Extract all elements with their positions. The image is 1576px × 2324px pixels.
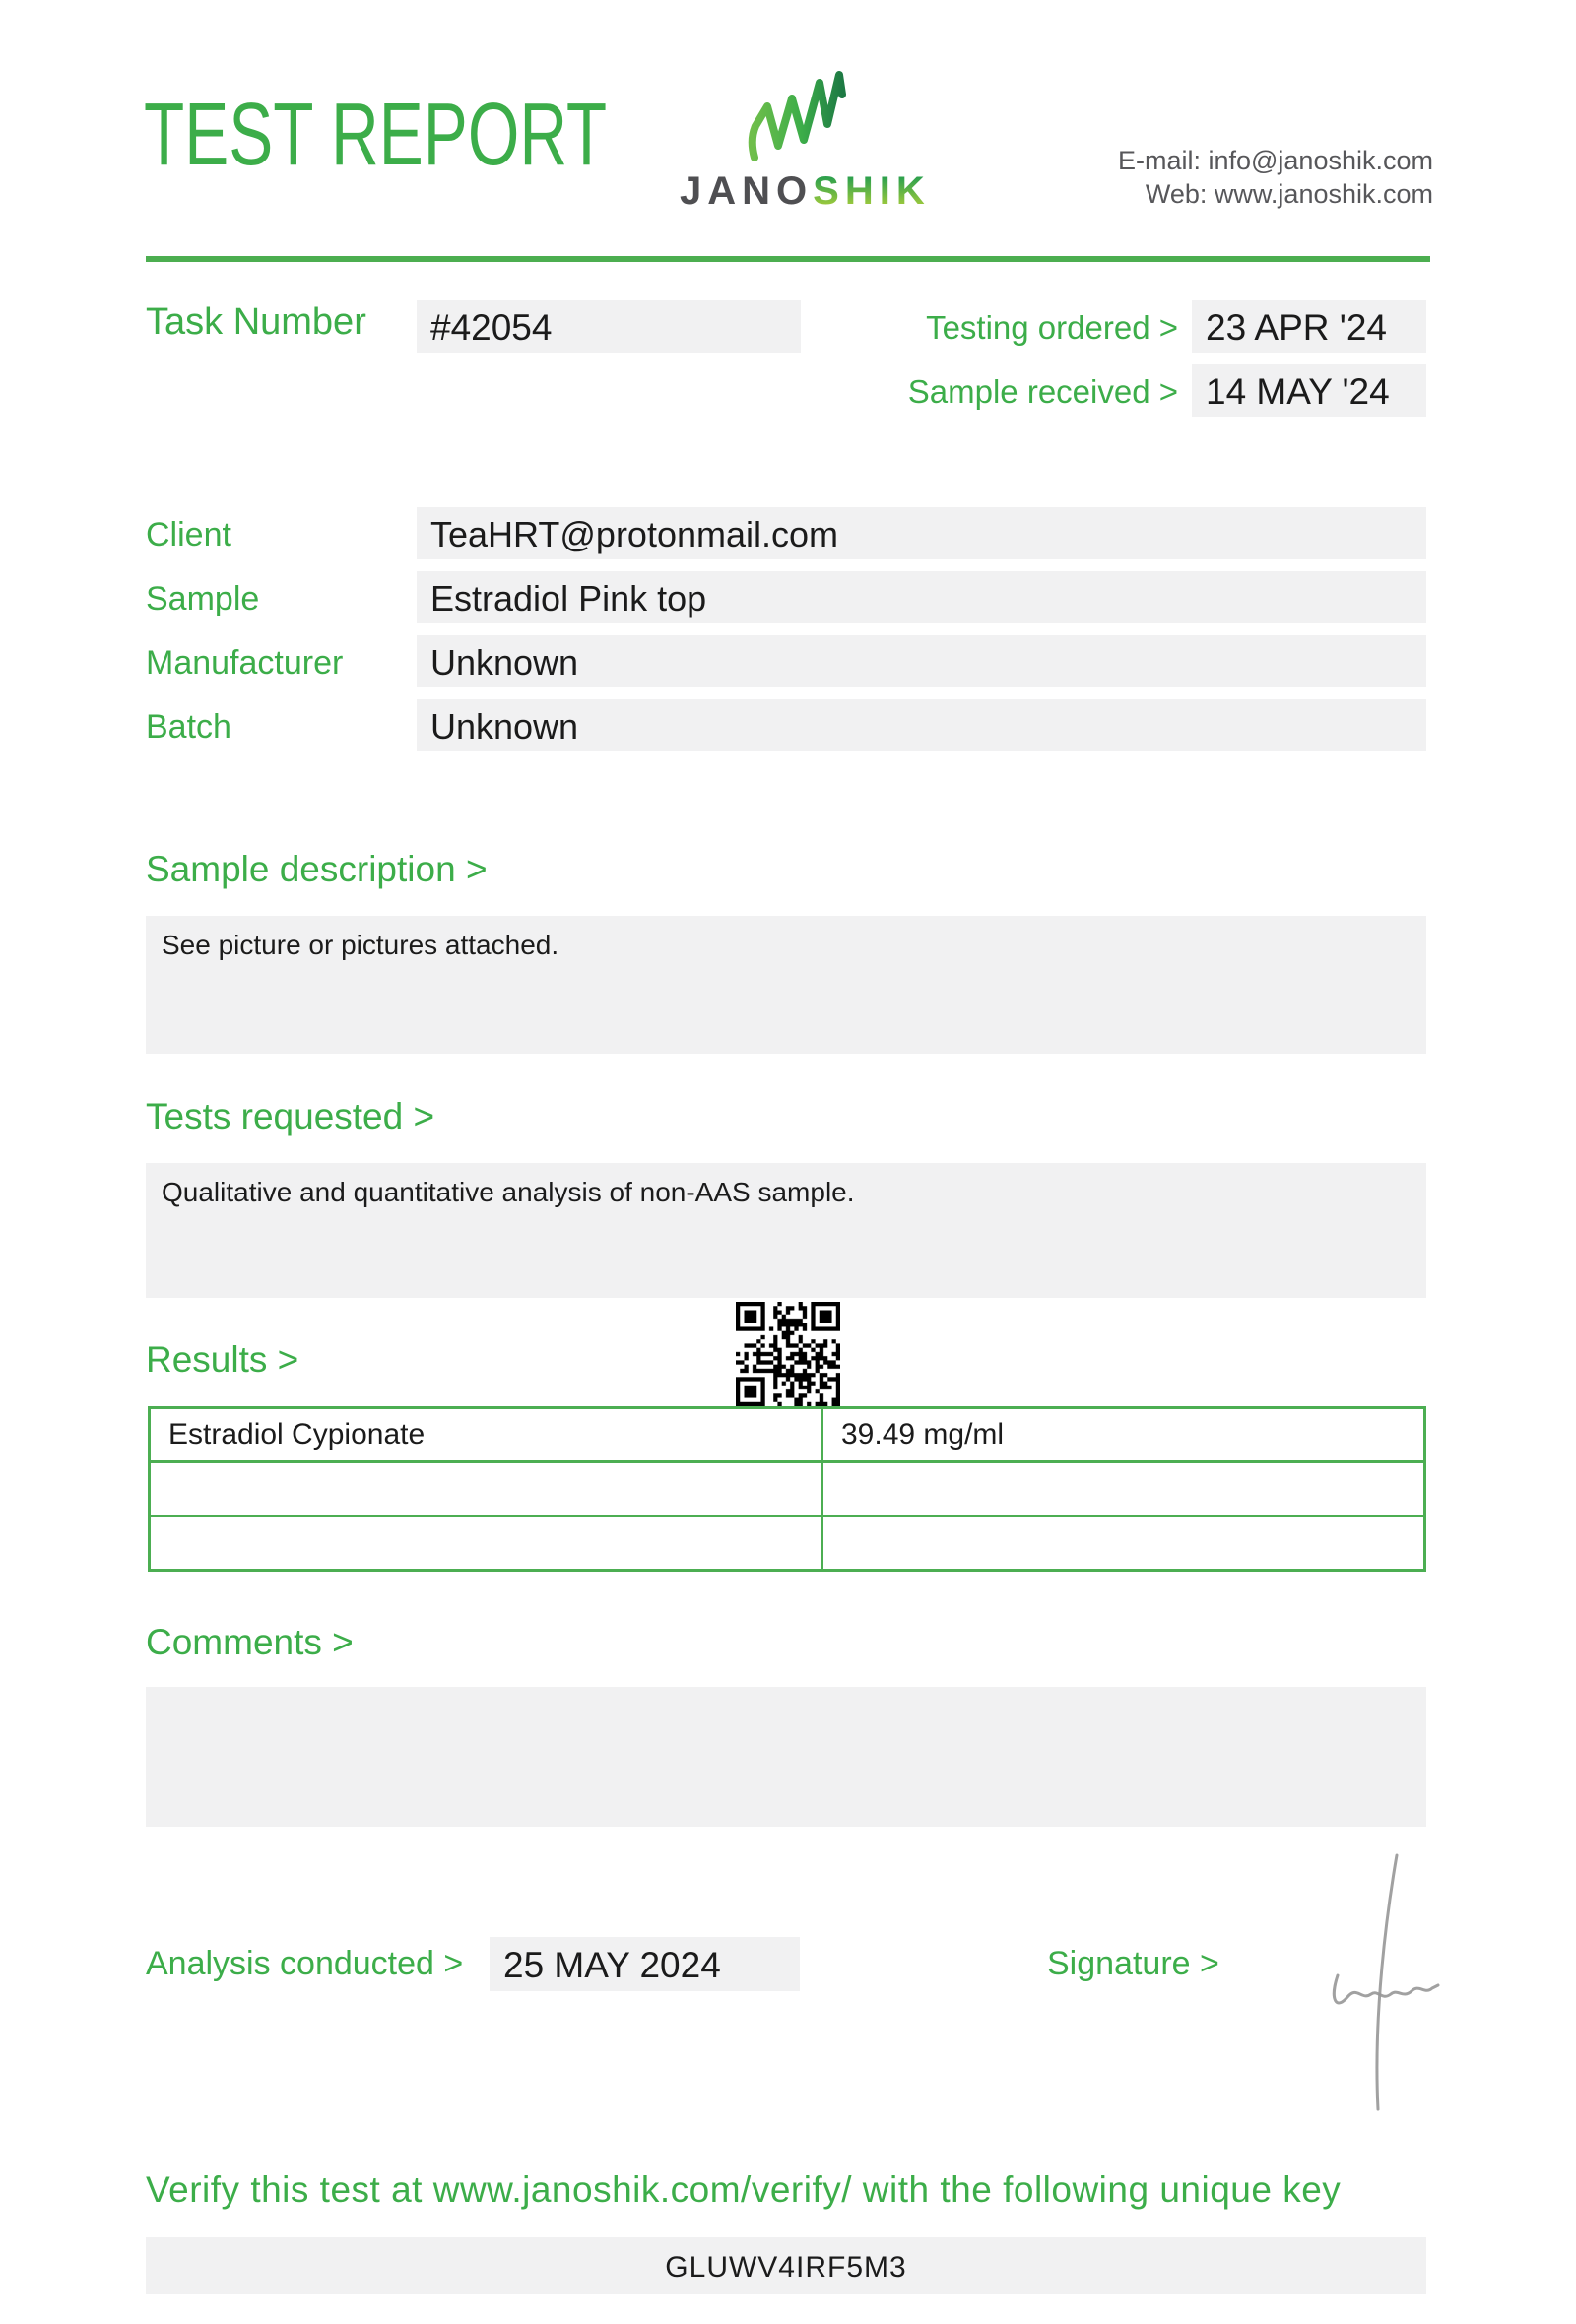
table-row — [150, 1408, 1425, 1462]
signature-label: Signature > — [1047, 1945, 1219, 1982]
comments-box — [146, 1687, 1426, 1827]
manufacturer-value: Unknown — [430, 642, 579, 682]
analysis-conducted-label: Analysis conducted > — [146, 1945, 464, 1982]
result-substance — [150, 1517, 822, 1571]
comments-heading: Comments > — [146, 1622, 354, 1662]
rising-peaks-chart-icon — [739, 69, 867, 163]
verify-instruction: Verify this test at www.janoshik.com/verify/ with the following unique key — [146, 2169, 1342, 2210]
sample-received-value: 14 MAY '24 — [1206, 371, 1390, 412]
logo-wordmark — [680, 169, 931, 214]
batch-value: Unknown — [430, 706, 579, 746]
table-row — [150, 1517, 1425, 1571]
sample-value: Estradiol Pink top — [430, 578, 707, 618]
table-row — [150, 1462, 1425, 1517]
logo-shik: SHIK — [813, 169, 931, 213]
tests-requested-heading: Tests requested > — [146, 1096, 435, 1136]
manufacturer-label: Manufacturer — [146, 644, 344, 681]
comments-body — [146, 1687, 1426, 1711]
sample-received-label: Sample received > — [907, 373, 1178, 410]
result-value — [822, 1462, 1425, 1517]
tests-requested-body: Qualitative and quantitative analysis of non-AAS sample. — [162, 1177, 855, 1207]
sample-description-heading: Sample description > — [146, 849, 488, 889]
header-divider — [146, 256, 1430, 262]
sample-description-box — [146, 916, 1426, 1054]
client-label: Client — [146, 516, 231, 553]
sample-label: Sample — [146, 580, 260, 617]
result-substance: Estradiol Cypionate — [150, 1408, 822, 1462]
results-heading: Results > — [146, 1339, 299, 1380]
qr-code — [736, 1302, 840, 1406]
batch-label: Batch — [146, 708, 231, 745]
result-value — [822, 1517, 1425, 1571]
handwritten-signature — [1280, 1849, 1468, 2117]
testing-ordered-value: 23 APR '24 — [1206, 307, 1387, 348]
results-table — [148, 1406, 1426, 1572]
contact-web: Web: www.janoshik.com — [1145, 179, 1433, 209]
page-title: TEST REPORT — [144, 86, 608, 184]
result-value: 39.49 mg/ml — [822, 1408, 1425, 1462]
contact-info — [941, 144, 1433, 211]
verify-key-value: GLUWV4IRF5M3 — [665, 2251, 907, 2284]
contact-email: E-mail: info@janoshik.com — [1117, 146, 1433, 175]
tests-requested-box — [146, 1163, 1426, 1298]
task-number-label: Task Number — [146, 301, 366, 343]
analysis-conducted-value: 25 MAY 2024 — [503, 1945, 721, 1985]
client-value: TeaHRT@protonmail.com — [430, 514, 839, 554]
result-substance — [150, 1462, 822, 1517]
testing-ordered-label: Testing ordered > — [926, 309, 1178, 346]
janoshik-logo — [680, 69, 931, 214]
logo-jano: JANO — [680, 169, 814, 213]
task-number-value: #42054 — [430, 307, 553, 348]
sample-description-body: See picture or pictures attached. — [162, 930, 559, 960]
